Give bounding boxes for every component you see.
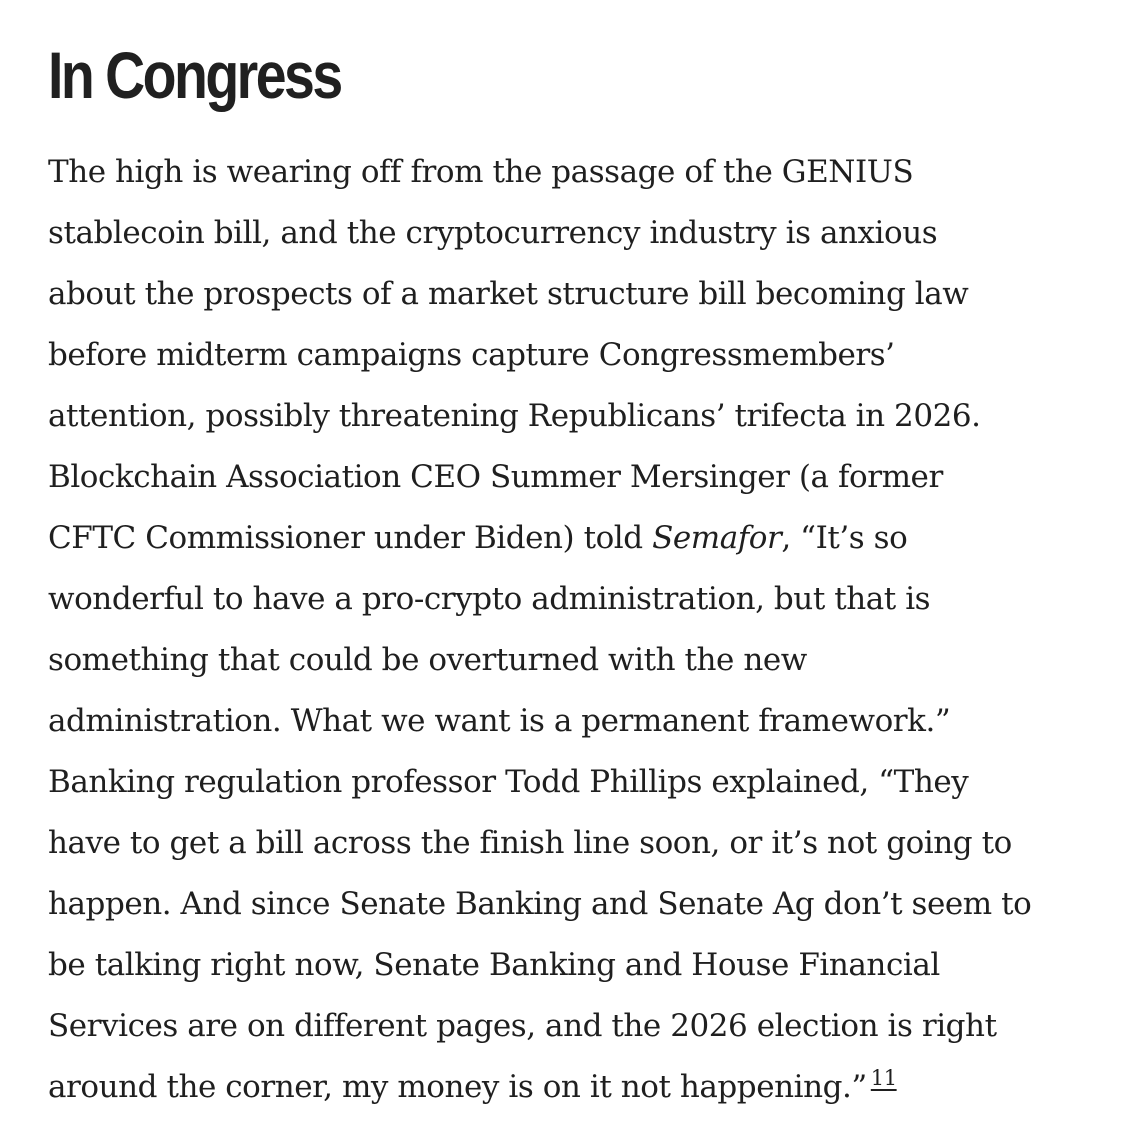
- line-text-after: , “It’s so: [781, 520, 908, 556]
- last-line-text: around the corner, my money is on it not happening.”: [48, 1069, 867, 1105]
- paragraph-line: attention, possibly threatening Republicans’ trifecta in 2026.: [48, 398, 981, 434]
- footnote-link[interactable]: 11: [870, 1066, 897, 1090]
- paragraph-line: stablecoin bill, and the cryptocurrency industry is anxious: [48, 215, 938, 251]
- paragraph-line: Services are on different pages, and the 2026 election is right: [48, 1008, 997, 1044]
- paragraph-line: Banking regulation professor Todd Phillips explained, “They: [48, 764, 969, 800]
- paragraph-line-with-publication: [48, 508, 1118, 569]
- paragraph-line: be talking right now, Senate Banking and House Financial: [48, 947, 940, 983]
- paragraph-line: before midterm campaigns capture Congressmembers’: [48, 337, 895, 373]
- paragraph-line: The high is wearing off from the passage of the GENIUS: [48, 154, 914, 190]
- paragraph-last-line: [48, 1057, 1118, 1118]
- paragraph-line: something that could be overturned with the new: [48, 642, 807, 678]
- publication-name: Semafor: [652, 520, 782, 556]
- line-text-before: CFTC Commissioner under Biden) told: [48, 520, 653, 556]
- article-section: [48, 30, 1118, 1118]
- section-heading: In Congress: [48, 38, 341, 112]
- paragraph-line: administration. What we want is a permanent framework.”: [48, 703, 951, 739]
- paragraph-line: wonderful to have a pro-crypto administration, but that is: [48, 581, 931, 617]
- paragraph-line: Blockchain Association CEO Summer Mersinger (a former: [48, 459, 943, 495]
- paragraph-line: about the prospects of a market structure bill becoming law: [48, 276, 969, 312]
- body-paragraph: [48, 142, 1118, 1118]
- paragraph-line: happen. And since Senate Banking and Senate Ag don’t seem to: [48, 886, 1032, 922]
- paragraph-line: have to get a bill across the finish line soon, or it’s not going to: [48, 825, 1012, 861]
